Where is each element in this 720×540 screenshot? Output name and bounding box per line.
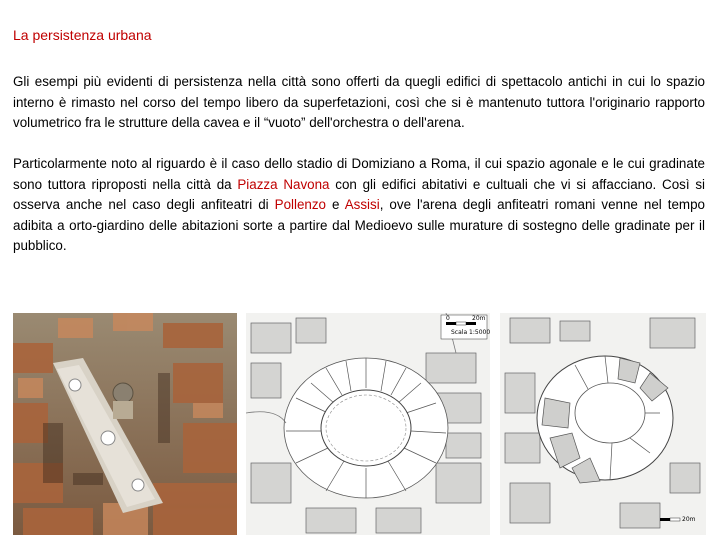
map-assisi-amphitheatre bbox=[500, 313, 706, 535]
map-pollenzo-amphitheatre bbox=[246, 313, 490, 535]
map2-scale-distance: 20m bbox=[682, 516, 696, 523]
map1-scale-ratio: Scala 1:5000 bbox=[451, 329, 490, 336]
map1-scale-zero: 0 bbox=[446, 315, 450, 322]
link-assisi[interactable]: Assisi bbox=[344, 197, 380, 212]
intro-paragraph: Gli esempi più evidenti di persistenza nella città sono offerti da quegli edifici di spettacolo antichi in cui lo spazio interno è rimasto nel corso del tempo libero da superfetazioni, così che si è mantenuto tuttora l'originario rapporto volumetrico fra le strutture della cavea e il “vuoto” dell'orchestra o dell'arena. bbox=[13, 74, 705, 130]
link-pollenzo[interactable]: Pollenzo bbox=[274, 197, 327, 212]
map1-scale-distance: 20m bbox=[472, 315, 486, 322]
examples-paragraph bbox=[13, 154, 705, 257]
examples-text-3: e bbox=[326, 197, 345, 212]
examples-text-2: con gli edifici abitativi e cultuali che vi si affacciano. Così si osserva anche nel caso degli anfiteatri di bbox=[13, 176, 705, 212]
examples-text-4: , ove l'arena degli anfiteatri romani venne nel tempo adibita a orto-giardino delle abitazioni sorte a partire dal Medioevo sulle murature di sostegno delle gradinate per il pubblico. bbox=[13, 197, 705, 253]
link-piazza-navona[interactable]: Piazza Navona bbox=[237, 176, 330, 192]
examples-text-1: Particolarmente noto al riguardo è il caso dello stadio di Domiziano a Roma, il cui spazio agonale e le cui gradinate sono tuttora riproposti nella città da bbox=[13, 156, 705, 192]
page-title: La persistenza urbana bbox=[13, 27, 152, 43]
aerial-photo-piazza-navona bbox=[13, 313, 237, 535]
